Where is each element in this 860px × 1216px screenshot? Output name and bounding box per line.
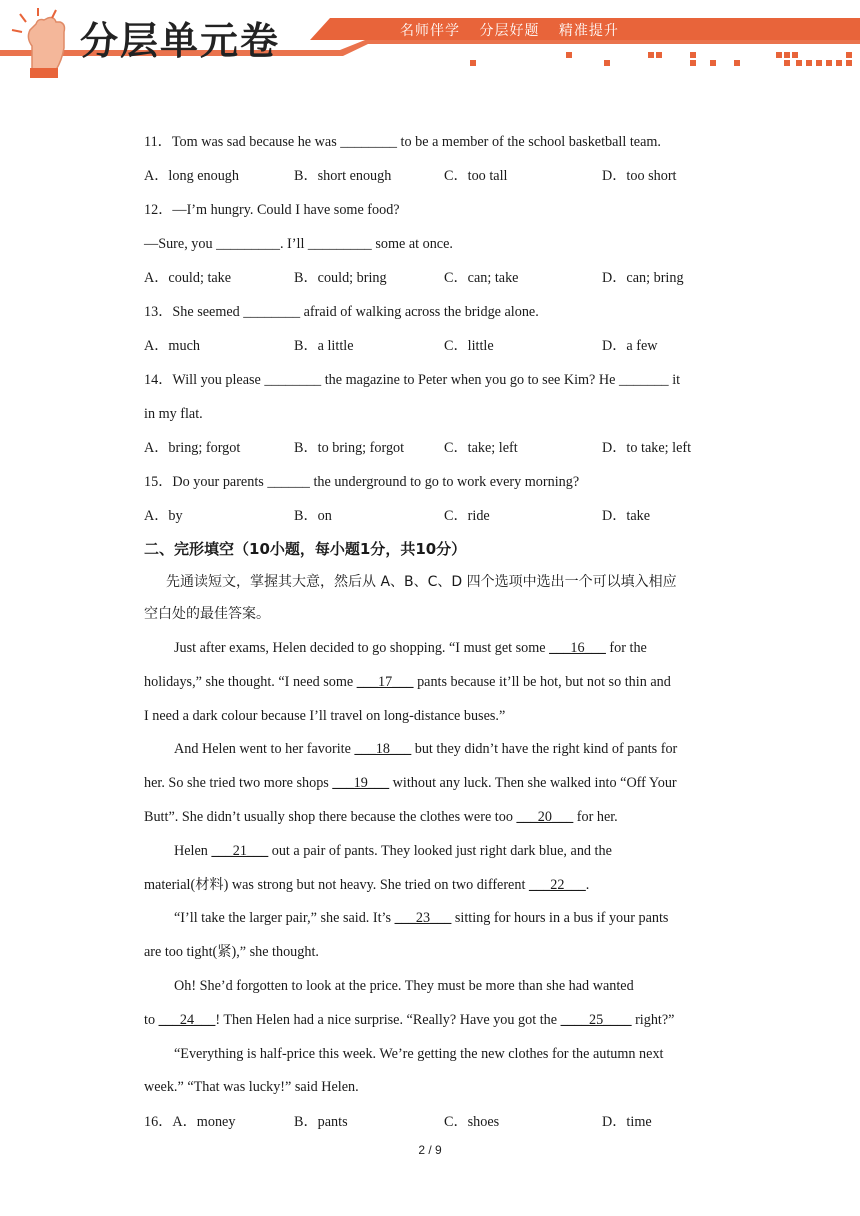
q16-option-b: B．pants <box>294 1114 348 1130</box>
question-12-text-2: —Sure, you _________. I’ll _________ some at once. <box>144 236 453 252</box>
blank-number: ___21___ <box>211 842 269 859</box>
q15-option-d: D．take <box>602 508 651 524</box>
q16-option-c: C．shoes <box>444 1114 500 1130</box>
question-12-text: 12．—I’m hungry. Could I have some food? <box>144 202 400 218</box>
passage-line <box>174 908 668 928</box>
blank-number: ___16___ <box>549 640 606 656</box>
q13-option-d: D．a few <box>602 338 658 354</box>
q12-option-d: D．can; bring <box>602 270 684 286</box>
q11-option-c: C．too tall <box>444 168 508 184</box>
q11-option-b: B．short enough <box>294 168 392 184</box>
q14-option-a: A．bring; forgot <box>144 440 241 456</box>
blank-number: ___20___ <box>516 809 574 825</box>
passage-text: right?” <box>631 1011 675 1028</box>
q15-option-a: A．by <box>144 508 183 524</box>
passage-text: “Everything is half-price this week. We’re getting the new clothes for the autumn next <box>174 1045 664 1062</box>
passage-line <box>144 875 589 895</box>
passage-line <box>144 773 677 793</box>
header-banner <box>0 0 860 80</box>
passage-text: “I’ll take the larger pair,” she said. It’s <box>174 910 395 927</box>
passage-line <box>144 1010 674 1030</box>
passage-text: holidays,” she thought. “I need some <box>144 673 357 690</box>
question-15-text: 15．Do your parents ______ the underground to go to work every morning? <box>144 474 580 490</box>
q15-option-b: B．on <box>294 508 332 524</box>
passage-text: for the <box>605 640 647 656</box>
passage-line <box>174 638 647 658</box>
question-13-text: 13．She seemed ________ afraid of walking across the bridge alone. <box>144 304 539 320</box>
section-title: 二、完形填空（10小题，每小题1分，共10分） <box>144 540 467 558</box>
passage-text: but they didn’t have the right kind of pants for <box>411 741 678 758</box>
q11-option-d: D．too short <box>602 168 677 184</box>
passage-text: to <box>144 1011 159 1028</box>
q12-option-b: B．could; bring <box>294 270 387 286</box>
q14-option-b: B．to bring; forgot <box>294 440 405 456</box>
blank-number: ___19___ <box>332 775 390 792</box>
passage-line <box>174 976 634 996</box>
passage-text: her. So she tried two more shops <box>144 775 333 792</box>
slogan-item: 分层好题 <box>479 23 540 39</box>
blank-number: ___22___ <box>528 876 586 893</box>
q13-option-a: A．much <box>144 338 200 354</box>
q14-option-d: D．to take; left <box>602 440 692 456</box>
header-logo: 分层单元卷 <box>80 19 281 63</box>
passage-line <box>144 1077 359 1097</box>
q13-option-c: C．little <box>444 338 494 354</box>
question-11-text: 11．Tom was sad because he was ________ to be a member of the school basketball team. <box>144 134 661 150</box>
blank-number: ___24___ <box>158 1011 216 1028</box>
passage-text: out a pair of pants. They looked just right dark blue, and the <box>268 842 612 859</box>
blank-number: ___23___ <box>394 910 452 927</box>
passage-text: And Helen went to her favorite <box>174 741 355 758</box>
passage-text: Just after exams, Helen decided to go shopping. “I must get some <box>174 640 550 656</box>
passage-line <box>144 942 319 962</box>
page-number: 2 / 9 <box>418 1143 442 1157</box>
pixel-decoration <box>470 52 852 66</box>
passage-text: are too tight(紧),” she thought. <box>144 944 319 961</box>
header-slogan <box>400 20 633 40</box>
passage-text: week.” “That was lucky!” said Helen. <box>144 1079 359 1096</box>
passage-line <box>174 841 612 861</box>
slogan-item: 名师伴学 <box>400 23 460 39</box>
passage-text: sitting for hours in a bus if your pants <box>451 910 669 927</box>
passage-text: . <box>585 876 590 893</box>
passage-text: Oh! She’d forgotten to look at the price. They must be more than she had wanted <box>174 978 634 994</box>
passage-text: without any luck. Then she walked into “Off Your <box>389 775 677 792</box>
q11-option-a: A．long enough <box>144 168 239 184</box>
blank-number: ___18___ <box>354 741 412 758</box>
passage-text: for her. <box>573 809 618 825</box>
passage-text: I need a dark colour because I’ll travel on long-distance buses.” <box>144 707 506 724</box>
passage-text: Butt”. She didn’t usually shop there because the clothes were too <box>144 809 517 825</box>
passage-text: Helen <box>174 842 212 859</box>
section-instruction-2: 空白处的最佳答案。 <box>144 606 270 622</box>
q13-option-b: B．a little <box>294 338 354 354</box>
blank-number: ____25____ <box>560 1011 632 1028</box>
q12-option-a: A．could; take <box>144 270 232 286</box>
passage-line <box>144 672 671 692</box>
q16-option-d: D．time <box>602 1114 652 1130</box>
section-instruction: 先通读短文，掌握其大意，然后从 A、B、C、D 四个选项中选出一个可以填入相应 <box>166 574 677 590</box>
question-14-text: 14．Will you please ________ the magazine to Peter when you go to see Kim? He _______ it <box>144 372 681 388</box>
q12-option-c: C．can; take <box>444 270 519 286</box>
passage-line <box>144 706 505 726</box>
passage-line <box>174 1044 663 1064</box>
passage-text: material(材料) was strong but not heavy. She tried on two different <box>144 876 529 893</box>
q16-option-a: 16．A．money <box>144 1114 236 1130</box>
fist-icon <box>12 8 65 78</box>
passage-text: ! Then Helen had a nice surprise. “Really? Have you got the <box>215 1011 561 1028</box>
passage-line <box>144 807 618 827</box>
blank-number: ___17___ <box>356 673 414 690</box>
slogan-item: 精准提升 <box>558 23 619 39</box>
q14-option-c: C．take; left <box>444 440 518 456</box>
question-14-text-2: in my flat. <box>144 406 203 422</box>
passage-line <box>174 739 677 759</box>
passage-text: pants because it’ll be hot, but not so thin and <box>413 673 671 690</box>
q15-option-c: C．ride <box>444 508 490 524</box>
